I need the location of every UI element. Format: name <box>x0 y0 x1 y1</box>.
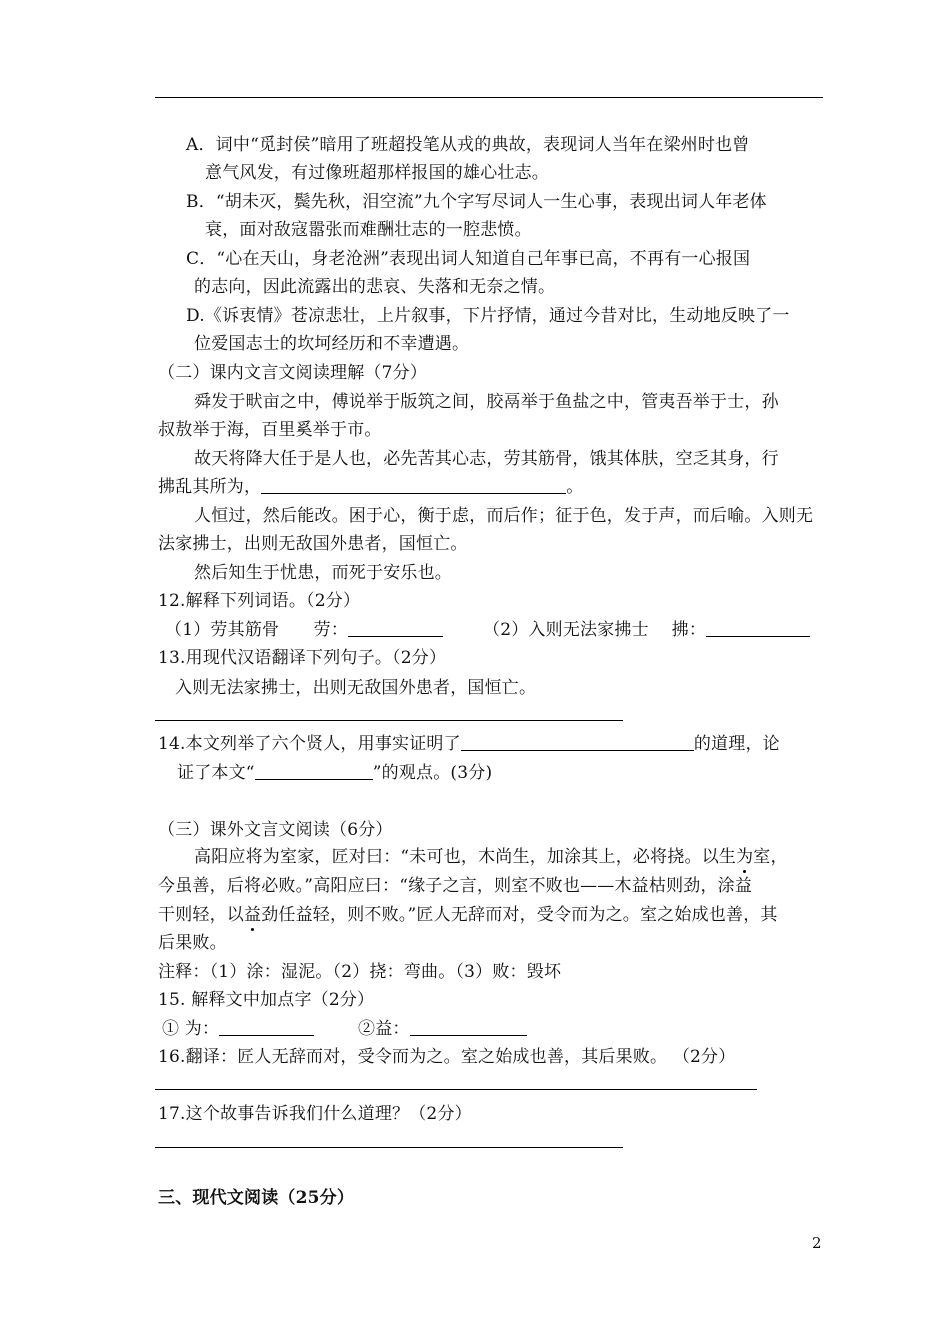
answer-line[interactable] <box>155 720 623 721</box>
passage3-text: 干则轻，以 <box>158 905 244 925</box>
answer-blank[interactable] <box>461 734 694 751</box>
question-14-text-end: 的道理，论 <box>693 734 780 754</box>
passage2-p2-text: 拂乱其所为， <box>158 477 262 497</box>
annotation-note: 注释：（1）涂：湿泥。（2）挠：弯曲。（3）败：毁坏 <box>158 962 562 982</box>
option-c-line2: 的志向，因此流露出的悲哀、失落和无奈之情。 <box>194 277 556 297</box>
answer-blank[interactable] <box>348 620 443 637</box>
option-a-line1: A．词中“觅封侯”暗用了班超投笔从戎的典故，表现词人当年在梁州时也曾 <box>186 135 750 155</box>
page-number: 2 <box>812 1234 822 1252</box>
passage3-line1 <box>194 846 788 868</box>
option-d-line2: 位爱国志士的坎坷经历和不幸遭遇。 <box>194 334 470 354</box>
passage2-p3-line1: 人恒过，然后能改。困于心，衡于虑，而后作；征于色，发于声，而后喻。入则无 <box>194 506 814 526</box>
passage2-p2-line1: 故天将降大任于是人也，必先苦其心志，劳其筋骨，饿其体肤，空乏其身，行 <box>194 449 779 469</box>
question-14-text2: 证了本文“ <box>177 763 255 783</box>
fill-blank[interactable] <box>261 477 566 494</box>
header-rule <box>155 97 823 98</box>
question-12-item2 <box>483 619 810 641</box>
answer-line[interactable] <box>155 1089 757 1090</box>
passage2-p1-line2: 叔敖举于海，百里奚举于市。 <box>158 420 382 440</box>
question-12-item1 <box>165 619 443 641</box>
answer-blank[interactable] <box>706 620 810 637</box>
passage3-text: 劲任益轻，则不败。”匠人无辞而对，受令而为之。室之始成也善，其 <box>261 905 778 925</box>
question-14-line1 <box>158 733 780 755</box>
passage3-line3 <box>158 904 778 926</box>
passage2-p1-line1: 舜发于畎亩之中，傅说举于版筑之间，胶鬲举于鱼盐之中，管夷吾举于士，孙 <box>194 392 779 412</box>
question-12-item1-label: （1）劳其筋骨 劳： <box>165 620 349 640</box>
question-14-text: 14.本文列举了六个贤人，用事实证明了 <box>158 734 461 754</box>
question-12: 12.解释下列词语。（2分） <box>158 591 361 611</box>
question-15-item2 <box>358 1018 527 1040</box>
option-b-line2: 衰，面对敌寇嚣张而难酬壮志的一腔悲愤。 <box>205 220 532 240</box>
question-16: 16.翻译：匠人无辞而对，受令而为之。室之始成也善，其后果败。 （2分） <box>158 1047 736 1067</box>
passage3-text: 高阳应将为室家，匠对曰：“未可也，木尚生，加涂其上，必将挠。以生 <box>194 847 737 867</box>
question-15-item1 <box>162 1018 314 1040</box>
question-12-item2-label: （2）入则无法家拂士 拂： <box>483 620 707 640</box>
dotted-char-wei: 为 <box>736 847 754 867</box>
question-14-text2-end: ”的观点。(3分) <box>372 763 493 783</box>
passage2-p2-line2 <box>158 476 583 498</box>
question-17: 17.这个故事告诉我们什么道理？（2分） <box>158 1104 472 1124</box>
answer-blank[interactable] <box>410 1019 527 1036</box>
passage2-p4: 然后知生于忧患，而死于安乐也。 <box>194 563 452 583</box>
passage2-p2-end: 。 <box>566 477 584 497</box>
section2-heading: （二）课内文言文阅读理解（7分） <box>158 363 428 383</box>
question-15: 15. 解释文中加点字（2分） <box>158 990 375 1010</box>
answer-blank[interactable] <box>219 1019 314 1036</box>
question-13-sentence: 入则无法家拂士，出则无敌国外患者，国恒亡。 <box>175 678 537 698</box>
answer-blank[interactable] <box>255 763 373 780</box>
dotted-char-yi: 益 <box>244 905 262 925</box>
section4-heading: 三、现代文阅读（25分） <box>158 1188 355 1208</box>
question-14-line2 <box>177 762 492 784</box>
passage3-line2: 今虽善，后将必败。”高阳应曰：“缘子之言，则室不败也——木益枯则劲，涂益 <box>158 876 753 896</box>
question-13: 13.用现代汉语翻译下列句子。（2分） <box>158 648 447 668</box>
option-a-line2: 意气风发，有过像班超那样报国的雄心壮志。 <box>205 163 549 183</box>
option-d-line1: D.《诉衷情》苍凉悲壮，上片叙事，下片抒情，通过今昔对比，生动地反映了一 <box>186 306 790 326</box>
option-b-line1: B．“胡未灭，鬓先秋，泪空流”九个字写尽词人一生心事，表现出词人年老体 <box>186 192 767 212</box>
section3-heading: （三）课外文言文阅读（6分） <box>158 820 393 840</box>
passage3-text: 室， <box>753 847 788 867</box>
passage2-p3-line2: 法家拂士，出则无敌国外患者，国恒亡。 <box>158 534 468 554</box>
question-15-item2-label: ②益： <box>358 1019 410 1039</box>
passage3-line4: 后果败。 <box>158 933 227 953</box>
question-15-item1-label: ① 为： <box>162 1019 220 1039</box>
option-c-line1: C．“心在天山，身老沧洲”表现出词人知道自己年事已高，不再有一心报国 <box>186 249 751 269</box>
answer-line[interactable] <box>155 1147 623 1148</box>
